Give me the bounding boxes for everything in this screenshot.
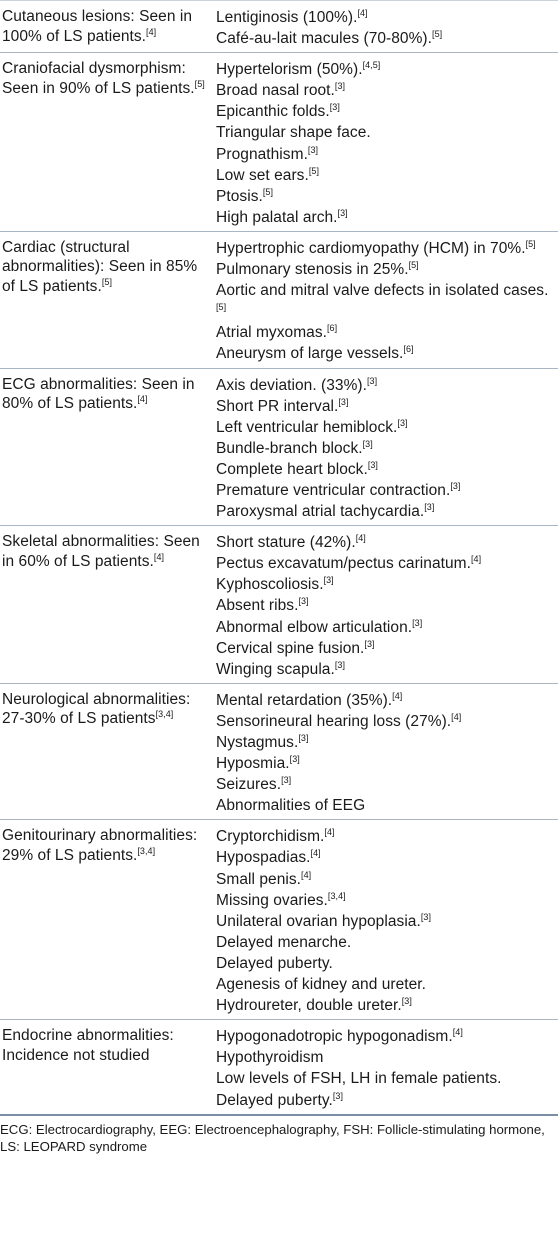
feature-reference: [3] — [397, 417, 408, 428]
feature-reference: [4] — [355, 533, 366, 544]
category-reference: [4] — [153, 551, 165, 562]
feature-text: Low set ears. — [216, 166, 309, 184]
feature-item — [216, 659, 558, 680]
feature-reference: [6] — [403, 344, 414, 355]
feature-text: Unilateral ovarian hypoplasia. — [216, 912, 421, 930]
feature-text: Hyposmia. — [216, 755, 290, 773]
feature-reference: [5] — [432, 29, 443, 40]
feature-item — [216, 638, 558, 659]
feature-item — [216, 480, 558, 501]
category-reference: [3,4] — [155, 709, 174, 720]
feature-item — [216, 1068, 558, 1089]
features-cell — [212, 684, 558, 820]
feature-text: Epicanthic folds. — [216, 103, 330, 121]
category-text: Neurological abnormalities: 27-30% of LS patients — [2, 690, 191, 728]
category-reference: [4] — [137, 394, 148, 404]
table-row — [0, 1020, 558, 1115]
feature-text: Complete heart block. — [216, 460, 368, 478]
feature-text: Axis deviation. (33%). — [216, 376, 367, 394]
feature-text: Agenesis of kidney and ureter. — [216, 976, 427, 994]
feature-item — [216, 501, 558, 522]
feature-item — [216, 1090, 558, 1111]
feature-reference: [3] — [337, 207, 348, 218]
feature-reference: [3,4] — [327, 890, 346, 901]
feature-item — [216, 186, 558, 207]
feature-reference: [5] — [408, 260, 419, 271]
feature-reference: [3] — [424, 502, 435, 513]
feature-text: Broad nasal root. — [216, 82, 335, 100]
category-text: Craniofacial dysmorphism: Seen in 90% of LS patients. — [2, 60, 195, 97]
category-cell — [0, 820, 212, 1019]
feature-item — [216, 595, 558, 616]
feature-reference: [3] — [289, 754, 300, 765]
feature-text: Missing ovaries. — [216, 891, 328, 909]
feature-item — [216, 732, 558, 753]
category-cell — [0, 684, 212, 820]
feature-item — [216, 690, 558, 711]
feature-text: Sensorineural hearing loss (27%). — [216, 712, 452, 730]
feature-item — [216, 280, 558, 322]
feature-text: Bundle-branch block. — [216, 439, 363, 457]
feature-reference: [5] — [308, 165, 320, 176]
table-row — [0, 0, 558, 53]
feature-item — [216, 1047, 558, 1068]
feature-text: Small penis. — [216, 870, 302, 888]
category-cell — [0, 1, 212, 52]
feature-text: Kyphoscoliosis. — [216, 576, 324, 594]
feature-reference: [4] — [452, 1027, 463, 1038]
category-cell — [0, 526, 212, 683]
feature-reference: [4] — [451, 711, 462, 722]
feature-reference: [3] — [307, 144, 319, 155]
category-reference: [5] — [101, 276, 113, 287]
feature-item — [216, 59, 558, 80]
feature-reference: [3] — [362, 438, 373, 449]
feature-item — [216, 238, 558, 259]
features-cell — [212, 1020, 558, 1113]
feature-reference: [3] — [323, 575, 334, 586]
table-footnote: ECG: Electrocardiography, EEG: Electroencephalography, FSH: Follicle-stimulating hormone, LS: LEOPARD syndrome — [0, 1121, 545, 1154]
feature-text: Triangular shape face. — [216, 124, 371, 142]
feature-item — [216, 826, 558, 847]
feature-reference: [3] — [281, 775, 292, 786]
feature-text: Nystagmus. — [216, 734, 299, 751]
feature-text: Aneurysm of large vessels. — [216, 345, 404, 363]
feature-item — [216, 122, 558, 143]
features-cell — [212, 526, 558, 683]
feature-item — [216, 753, 558, 774]
feature-text: Lentiginosis (100%). — [216, 9, 358, 26]
feature-item — [216, 711, 558, 732]
category-text: Cutaneous lesions: Seen in 100% of LS patients. — [2, 8, 193, 45]
feature-text: Hypothyroidism — [216, 1049, 324, 1067]
features-cell — [212, 1, 558, 52]
feature-text: Cervical spine fusion. — [216, 639, 365, 657]
feature-item — [216, 417, 558, 438]
feature-reference: [4] — [301, 869, 312, 880]
feature-reference: [4,5] — [362, 60, 381, 71]
feature-text: Cryptorchidism. — [216, 828, 325, 846]
feature-reference: [3] — [338, 396, 349, 407]
feature-text: Hydroureter, double ureter. — [216, 997, 402, 1015]
feature-item — [216, 28, 558, 49]
feature-reference: [4] — [324, 827, 335, 838]
feature-reference: [3] — [401, 996, 412, 1007]
feature-reference: [5] — [525, 238, 536, 249]
category-text: Endocrine abnormalities: Incidence not studied — [2, 1027, 174, 1064]
feature-text: High palatal arch. — [216, 208, 338, 226]
feature-reference: [3] — [420, 911, 432, 922]
feature-item — [216, 207, 558, 228]
feature-item — [216, 574, 558, 595]
feature-item — [216, 101, 558, 122]
feature-text: Hypogonadotropic hypogonadism. — [216, 1028, 453, 1046]
feature-text: Ptosis. — [216, 187, 263, 205]
feature-text: Hypertrophic cardiomyopathy (HCM) in 70%. — [216, 239, 526, 257]
table-row — [0, 526, 558, 684]
feature-reference: [5] — [262, 186, 274, 197]
feature-item — [216, 532, 558, 553]
feature-text: Delayed puberty. — [216, 1091, 333, 1109]
category-reference: [4] — [146, 26, 157, 37]
feature-text: Hypospadias. — [216, 849, 311, 867]
feature-reference: [3] — [450, 480, 461, 491]
feature-text: Paroxysmal atrial tachycardia. — [216, 503, 425, 521]
category-cell — [0, 1020, 212, 1113]
feature-text: Short PR interval. — [216, 397, 339, 415]
feature-item — [216, 1026, 558, 1047]
feature-text: Atrial myxomas. — [216, 324, 327, 342]
feature-item — [216, 932, 558, 953]
feature-text: Pulmonary stenosis in 25%. — [216, 261, 409, 279]
feature-item — [216, 7, 558, 28]
feature-text: Aortic and mitral valve defects in isolated cases. — [216, 282, 549, 300]
feature-reference: [4] — [357, 8, 368, 18]
feature-text: Premature ventricular contraction. — [216, 481, 451, 499]
feature-text: Mental retardation (35%). — [216, 691, 393, 709]
features-cell — [212, 369, 558, 526]
feature-reference: [3] — [298, 596, 309, 607]
feature-reference: [4] — [392, 690, 403, 701]
table-row — [0, 369, 558, 527]
feature-item — [216, 890, 558, 911]
features-cell — [212, 820, 558, 1019]
feature-reference: [3] — [298, 733, 309, 743]
feature-item — [216, 165, 558, 186]
feature-item — [216, 396, 558, 417]
category-text: ECG abnormalities: Seen in 80% of LS patients. — [2, 375, 195, 412]
feature-item — [216, 974, 558, 995]
feature-item — [216, 438, 558, 459]
feature-item — [216, 869, 558, 890]
category-cell — [0, 53, 212, 231]
feature-reference: [3] — [329, 102, 340, 113]
feature-reference: [6] — [327, 323, 338, 334]
feature-item — [216, 617, 558, 638]
feature-reference: [4] — [310, 848, 321, 859]
feature-text: Seizures. — [216, 776, 282, 794]
table-row — [0, 53, 558, 232]
feature-item — [216, 375, 558, 396]
category-text: Genitourinary abnormalities: 29% of LS patients. — [2, 827, 198, 864]
category-reference: [5] — [194, 78, 205, 89]
category-text: Skeletal abnormalities: Seen in 60% of LS patients. — [2, 533, 200, 570]
table-row — [0, 232, 558, 369]
feature-text: Delayed menarche. — [216, 933, 352, 951]
feature-reference: [3] — [412, 617, 423, 628]
feature-item — [216, 847, 558, 868]
feature-text: Absent ribs. — [216, 597, 299, 615]
category-cell — [0, 369, 212, 526]
feature-item — [216, 774, 558, 795]
feature-item — [216, 911, 558, 932]
feature-reference: [3] — [364, 638, 375, 649]
feature-reference: [4] — [470, 554, 482, 565]
feature-text: Café-au-lait macules (70-80%). — [216, 30, 433, 48]
feature-text: Left ventricular hemiblock. — [216, 418, 398, 436]
feature-item — [216, 795, 558, 816]
feature-text: Short stature (42%). — [216, 534, 356, 552]
feature-text: Abnormal elbow articulation. — [216, 618, 413, 636]
feature-text: Low levels of FSH, LH in female patients. — [216, 1070, 502, 1088]
feature-item — [216, 80, 558, 101]
feature-text: Hypertelorism (50%). — [216, 61, 363, 79]
category-text: Cardiac (structural abnormalities): Seen in 85% of LS patients. — [2, 238, 198, 295]
feature-item — [216, 995, 558, 1016]
table-row — [0, 820, 558, 1020]
category-reference: [3,4] — [137, 845, 156, 856]
features-cell — [212, 53, 558, 231]
feature-text: Abnormalities of EEG — [216, 797, 366, 815]
feature-reference: [3] — [332, 1090, 344, 1101]
feature-reference: [3] — [367, 375, 378, 386]
table-row — [0, 684, 558, 821]
feature-item — [216, 459, 558, 480]
feature-reference: [3] — [334, 659, 346, 670]
feature-item — [216, 553, 558, 574]
feature-reference: [3] — [334, 81, 346, 92]
feature-text: Delayed puberty. — [216, 954, 333, 972]
feature-item — [216, 343, 558, 364]
category-cell — [0, 232, 212, 368]
features-cell — [212, 232, 558, 368]
feature-item — [216, 144, 558, 165]
feature-item — [216, 259, 558, 280]
feature-item — [216, 322, 558, 343]
feature-text: Pectus excavatum/pectus carinatum. — [216, 555, 471, 573]
feature-text: Winging scapula. — [216, 660, 335, 678]
feature-reference: [5] — [216, 302, 227, 313]
feature-item — [216, 953, 558, 974]
feature-reference: [3] — [367, 459, 378, 470]
feature-text: Prognathism. — [216, 145, 308, 163]
